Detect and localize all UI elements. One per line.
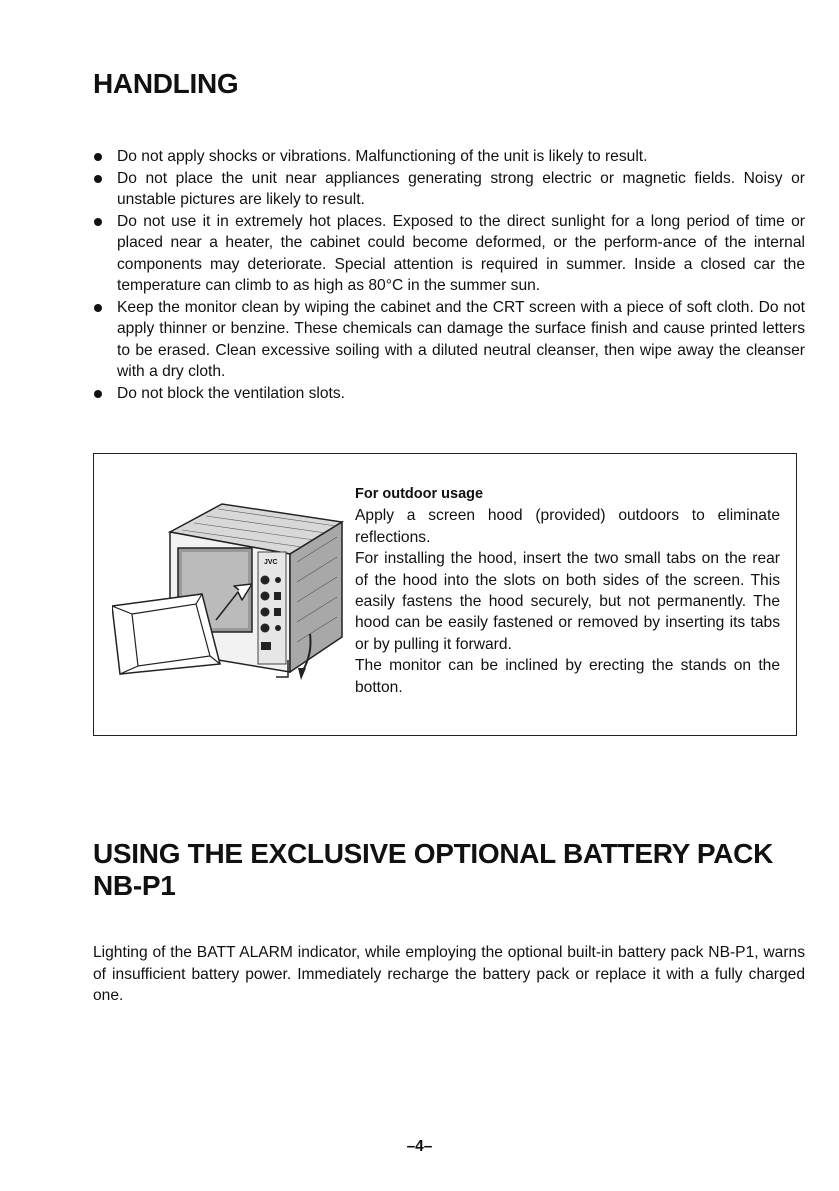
handling-heading: HANDLING <box>93 68 239 99</box>
outdoor-paragraph-2: For installing the hood, insert the two small tabs on the rear of the hood into the slots on both sides of the screen. This easily fastens the hood securely, but not permanently. The hood can be easily fastened or removed by inserting its tabs or by pulling it forward. <box>355 550 780 653</box>
bullet-dot-icon <box>94 218 102 226</box>
handling-bullet-item <box>93 146 805 168</box>
monitor-with-hood-illustration <box>112 492 352 702</box>
outdoor-usage-box <box>93 453 797 736</box>
handling-bullet-text: Do not block the ventilation slots. <box>117 384 345 402</box>
bullet-dot-icon <box>94 153 102 161</box>
outdoor-paragraph-1: Apply a screen hood (provided) outdoors to eliminate reflections. <box>355 507 780 546</box>
handling-bullet-text: Do not place the unit near appliances generating strong electric or magnetic fields. Noisy or unstable pictures are likely to result. <box>117 169 805 208</box>
bullet-dot-icon <box>94 390 102 398</box>
outdoor-usage-subtitle: For outdoor usage <box>355 486 484 502</box>
bullet-dot-icon <box>94 175 102 183</box>
page-number: –4– <box>406 1138 433 1155</box>
handling-bullet-text: Keep the monitor clean by wiping the cabinet and the CRT screen with a piece of soft cloth. Do not apply thinner or benzine. These chemicals can damage the surface finish and cause printed letters to be erased. Clean excessive soiling with a diluted neutral cleanser, then wipe away the cleanser with a dry cloth. <box>117 298 805 380</box>
bullet-dot-icon <box>94 304 102 312</box>
handling-bullet-text: Do not apply shocks or vibrations. Malfunctioning of the unit is likely to result. <box>117 148 648 165</box>
battery-paragraph: Lighting of the BATT ALARM indicator, while employing the optional built-in battery pack NB-P1, warns of insufficient battery power. Immediately recharge the battery pack or replace it with a fully charged one. <box>93 944 805 1004</box>
handling-bullet-item <box>93 211 805 297</box>
handling-bullet-item <box>93 297 805 383</box>
handling-bullet-list <box>93 146 805 404</box>
outdoor-usage-text <box>355 484 780 698</box>
handling-bullet-item <box>93 168 805 211</box>
handling-bullet-item <box>93 383 805 405</box>
battery-heading: USING THE EXCLUSIVE OPTIONAL BATTERY PACK NB-P1 <box>93 838 773 901</box>
handling-bullet-text: Do not use it in extremely hot places. Exposed to the direct sunlight for a long period of time or placed near a heater, the cabinet could become deformed, or the perform-ance of the internal components may deteriorate. Special attention is required in summer. Inside a closed car the temperature can climb to as high as 80°C in the summer sun. <box>117 212 805 294</box>
jvc-logo: JVC <box>264 559 278 566</box>
outdoor-paragraph-3: The monitor can be inclined by erecting the stands on the botton. <box>355 657 780 696</box>
